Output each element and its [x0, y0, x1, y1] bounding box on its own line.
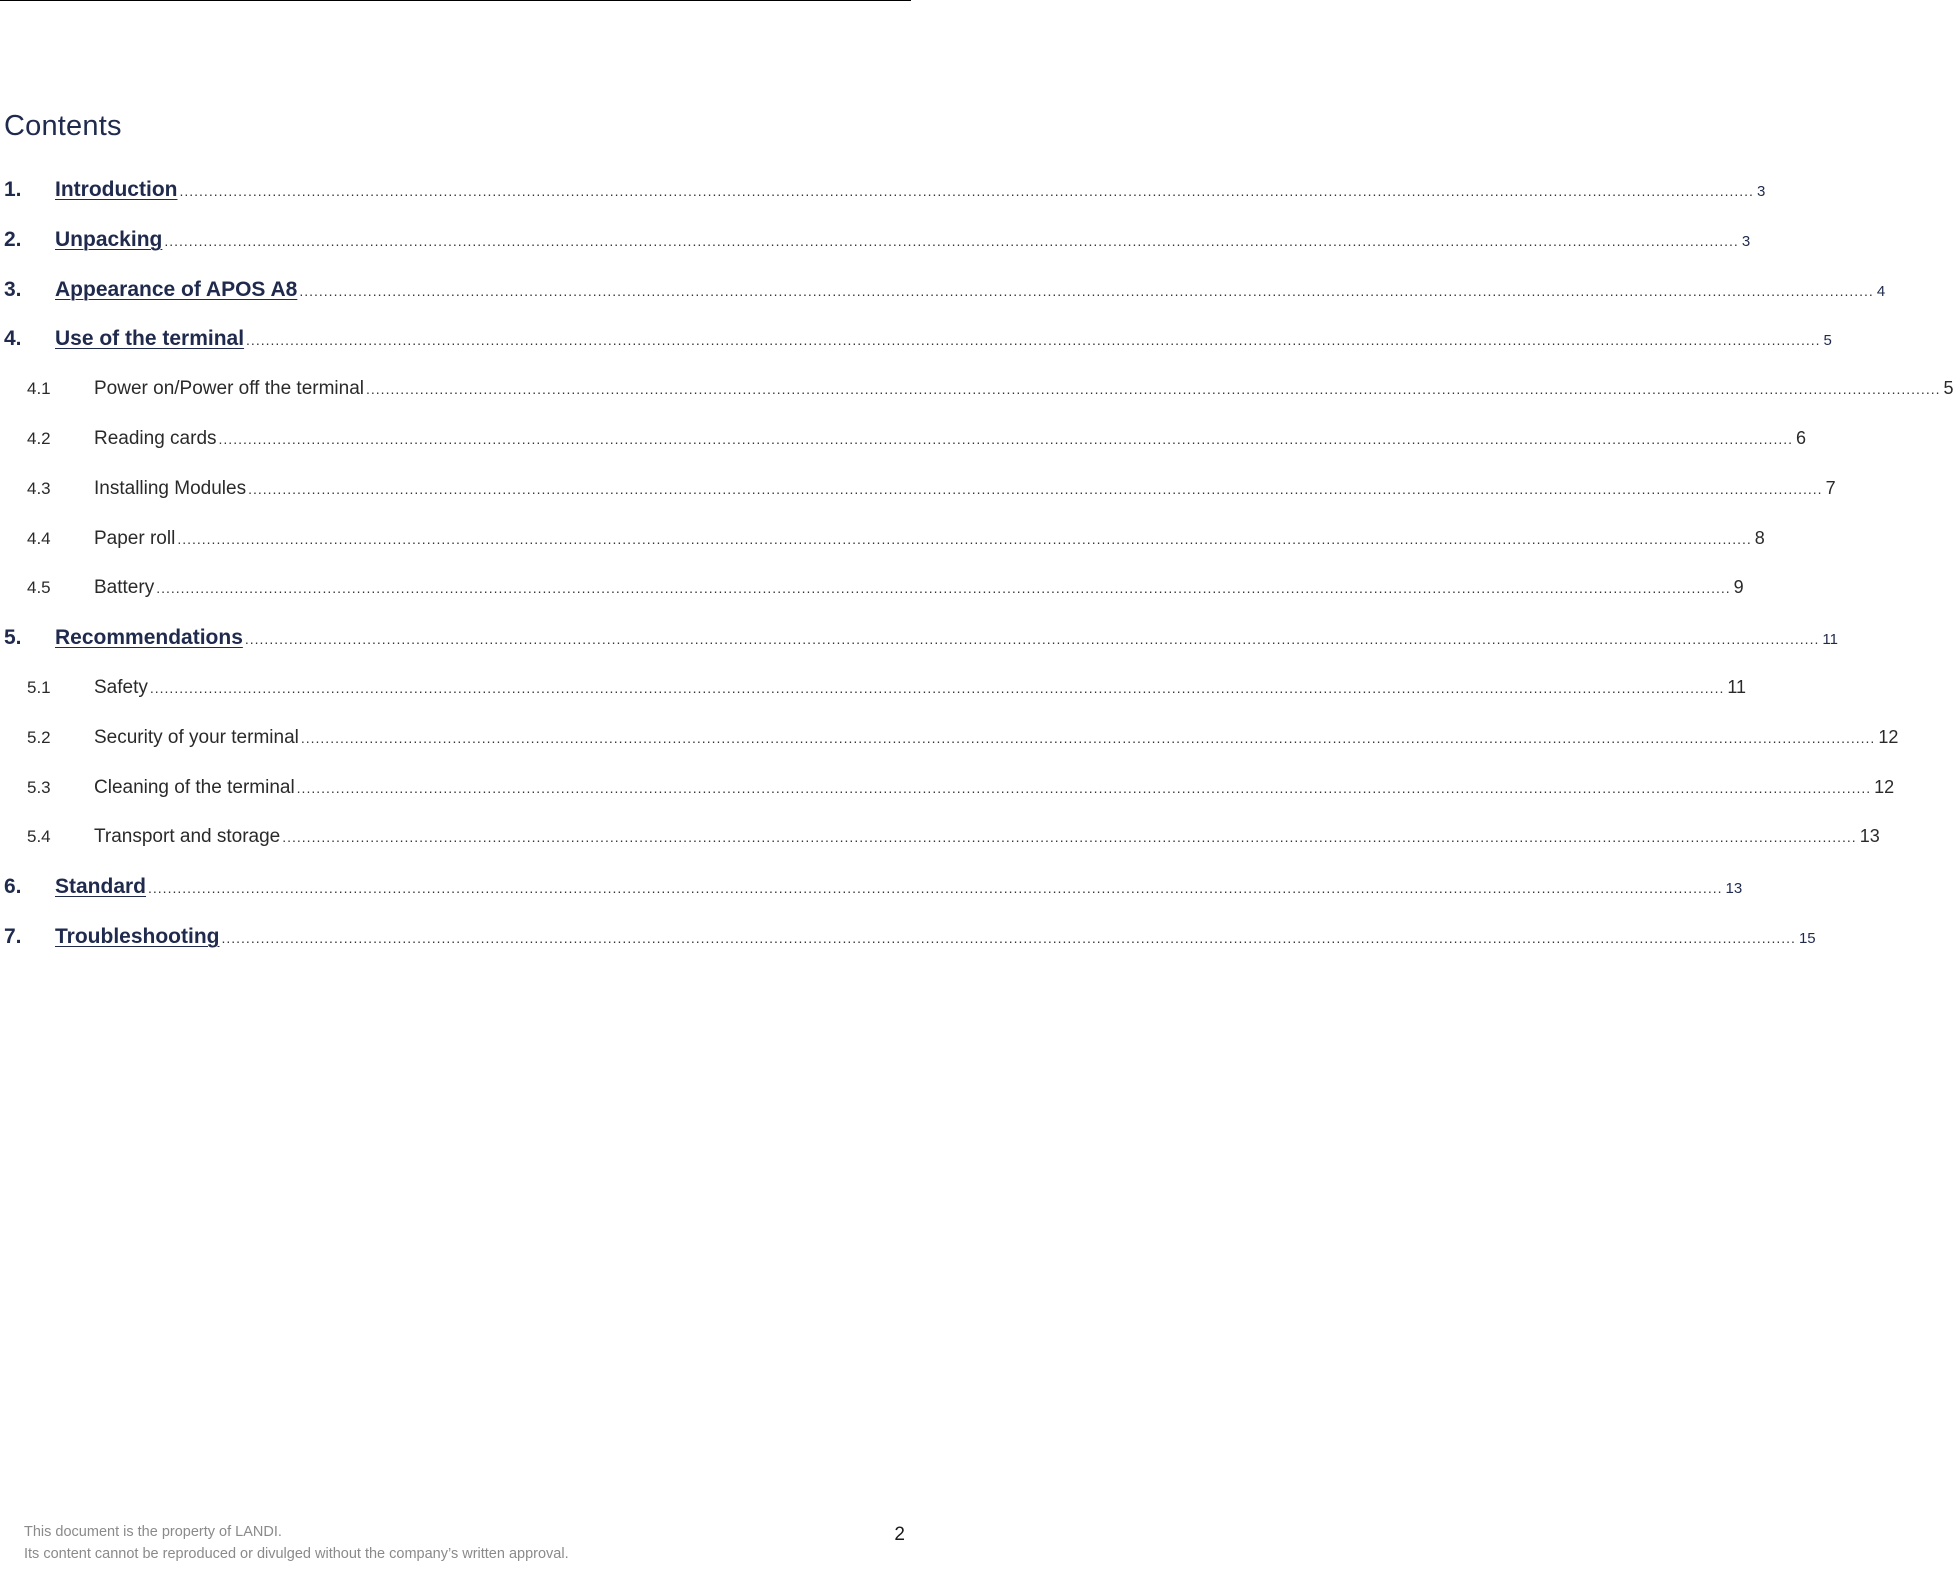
toc-entry-label[interactable]: Standard	[55, 875, 147, 899]
toc-entry-reading-cards[interactable]	[0, 414, 1807, 464]
dot-leader: ..................................................................................................................................................................................................................................................................................................................................	[148, 880, 1723, 897]
toc-entry-safety[interactable]	[0, 663, 1747, 713]
toc-entry-number: 4.3	[27, 478, 51, 498]
toc-entry-use-of-terminal[interactable]	[0, 314, 1832, 364]
toc-entry-troubleshooting[interactable]	[0, 912, 1816, 962]
toc-entry-number: 2.	[4, 227, 22, 251]
toc-entry-label[interactable]: Power on/Power off the terminal	[94, 378, 365, 400]
toc-entry-label[interactable]: Paper roll	[94, 527, 176, 549]
toc-entry-number: 5.4	[27, 827, 51, 847]
toc-entry-number: 1.	[4, 178, 22, 201]
dot-leader: ..................................................................................................................................................................................................................................................................................................................................	[177, 530, 1752, 547]
toc-entry-page: 13	[1725, 880, 1743, 898]
toc-entry-transport[interactable]	[0, 812, 1880, 862]
toc-entry-page: 3	[1741, 232, 1751, 250]
toc-entry-page: 6	[1796, 427, 1807, 448]
dot-leader: ..................................................................................................................................................................................................................................................................................................................................	[156, 580, 1731, 597]
toc-entry-label[interactable]: Reading cards	[94, 427, 217, 449]
dot-leader: ..................................................................................................................................................................................................................................................................................................................................	[366, 381, 1941, 398]
dot-leader: ..................................................................................................................................................................................................................................................................................................................................	[149, 679, 1725, 696]
toc-entry-label[interactable]: Unpacking	[55, 227, 163, 251]
toc-entry-page: 5	[1943, 378, 1954, 399]
toc-entry-label[interactable]: Recommendations	[55, 626, 243, 650]
toc-entry-number: 5.3	[27, 777, 51, 797]
toc-entry-page: 5	[1823, 332, 1832, 350]
toc-entry-number: 6.	[4, 875, 22, 899]
toc-entry-number: 4.2	[27, 428, 51, 448]
toc-entry-page: 12	[1874, 776, 1895, 797]
toc-entry-number: 5.1	[27, 677, 51, 697]
dot-leader: ..................................................................................................................................................................................................................................................................................................................................	[248, 480, 1823, 497]
toc-entry-security[interactable]	[0, 713, 1899, 763]
toc-entry-paper-roll[interactable]	[0, 514, 1765, 564]
toc-entry-number: 4.4	[27, 528, 51, 548]
toc-entry-label[interactable]: Battery	[94, 577, 155, 599]
toc-entry-label[interactable]: Appearance of APOS A8	[55, 277, 298, 301]
table-of-contents	[0, 165, 1954, 962]
toc-entry-number: 5.	[4, 626, 22, 650]
toc-entry-introduction[interactable]	[0, 165, 1766, 215]
toc-entry-installing-modules[interactable]	[0, 464, 1836, 514]
toc-entry-page: 11	[1727, 676, 1747, 697]
toc-entry-label[interactable]: Troubleshooting	[55, 924, 220, 948]
toc-entry-label[interactable]: Security of your terminal	[94, 726, 299, 748]
page-number: 2	[894, 1524, 905, 1545]
toc-entry-page: 11	[1822, 631, 1838, 649]
toc-entry-page: 12	[1878, 726, 1899, 747]
toc-entry-page: 15	[1798, 929, 1816, 947]
toc-entry-number: 4.5	[27, 578, 51, 598]
toc-entry-unpacking[interactable]	[0, 215, 1751, 265]
toc-entry-page: 7	[1825, 477, 1836, 498]
toc-entry-page: 3	[1756, 183, 1766, 200]
toc-entry-recommendations[interactable]	[0, 613, 1838, 663]
toc-entry-number: 7.	[4, 924, 22, 948]
toc-entry-page: 4	[1876, 282, 1886, 300]
dot-leader: ..................................................................................................................................................................................................................................................................................................................................	[246, 332, 1821, 349]
toc-entry-label[interactable]: Cleaning of the terminal	[94, 776, 295, 798]
toc-entry-battery[interactable]	[0, 563, 1744, 613]
toc-entry-label[interactable]: Use of the terminal	[55, 327, 245, 351]
top-rule	[0, 0, 911, 1]
dot-leader: ..................................................................................................................................................................................................................................................................................................................................	[296, 779, 1872, 796]
toc-entry-page: 13	[1859, 826, 1880, 847]
toc-entry-label[interactable]: Safety	[94, 676, 148, 698]
toc-entry-number: 4.1	[27, 379, 51, 399]
toc-entry-standard[interactable]	[0, 862, 1743, 912]
toc-entry-number: 3.	[4, 277, 22, 301]
toc-entry-label[interactable]: Introduction	[55, 178, 178, 201]
toc-entry-page: 9	[1733, 577, 1744, 598]
dot-leader: ..................................................................................................................................................................................................................................................................................................................................	[221, 929, 1796, 946]
dot-leader: ..................................................................................................................................................................................................................................................................................................................................	[218, 430, 1793, 447]
toc-entry-label[interactable]: Transport and storage	[94, 826, 281, 848]
toc-entry-number: 4.	[4, 327, 22, 351]
toc-entry-label[interactable]: Installing Modules	[94, 477, 247, 499]
dot-leader: ..................................................................................................................................................................................................................................................................................................................................	[299, 282, 1874, 299]
toc-entry-appearance[interactable]	[0, 265, 1886, 315]
dot-leader: ..................................................................................................................................................................................................................................................................................................................................	[300, 729, 1876, 746]
dot-leader: ..................................................................................................................................................................................................................................................................................................................................	[179, 183, 1754, 199]
toc-entry-cleaning[interactable]	[0, 763, 1895, 813]
toc-entry-number: 5.2	[27, 727, 51, 747]
footer-line-copyright: Its content cannot be reproduced or divulged without the company’s written approval.	[24, 1546, 569, 1562]
dot-leader: ..................................................................................................................................................................................................................................................................................................................................	[164, 232, 1739, 249]
dot-leader: ..................................................................................................................................................................................................................................................................................................................................	[244, 631, 1820, 648]
toc-entry-power[interactable]	[0, 364, 1954, 414]
footer-line-property: This document is the property of LANDI.	[24, 1524, 282, 1540]
footer-notice	[24, 1521, 784, 1565]
page-title: Contents	[4, 110, 122, 142]
toc-entry-page: 8	[1754, 527, 1765, 548]
dot-leader: ..................................................................................................................................................................................................................................................................................................................................	[282, 829, 1857, 846]
